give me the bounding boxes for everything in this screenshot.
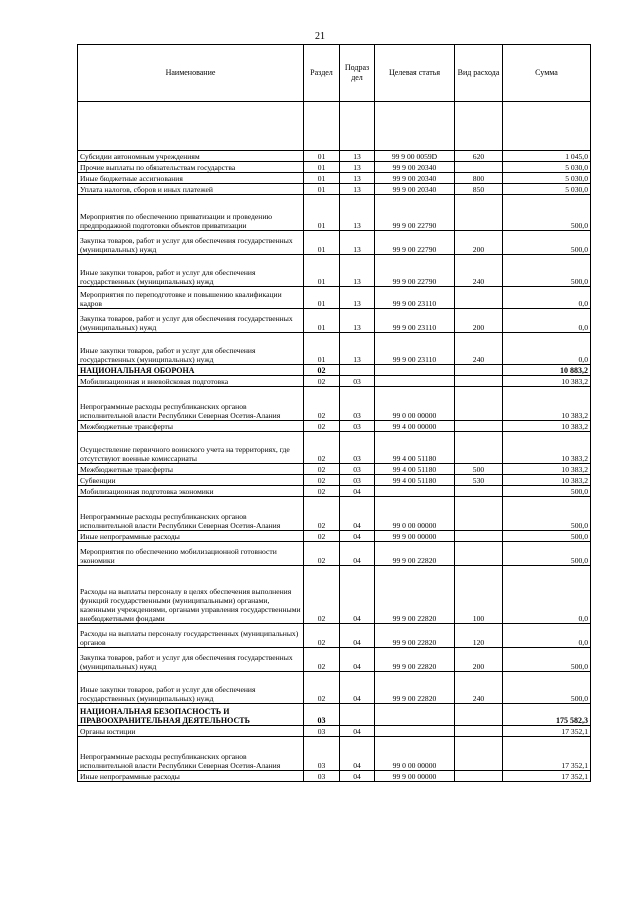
table-row bbox=[78, 542, 591, 566]
cell-name: Иные закупки товаров, работ и услуг для обеспечения государственных (муниципальных) нужд bbox=[78, 255, 304, 287]
cell-type bbox=[455, 771, 503, 782]
cell-sum: 500,0 bbox=[503, 531, 591, 542]
cell-target: 99 9 00 23110 bbox=[375, 287, 455, 309]
cell-subsection: 04 bbox=[340, 624, 375, 648]
spacer-cell bbox=[78, 102, 304, 151]
cell-name: Иные непрограммные расходы bbox=[78, 771, 304, 782]
table-row bbox=[78, 771, 591, 782]
table-row bbox=[78, 624, 591, 648]
cell-sum: 17 352,1 bbox=[503, 726, 591, 737]
table-row bbox=[78, 287, 591, 309]
cell-target: 99 9 00 20340 bbox=[375, 162, 455, 173]
table-row bbox=[78, 333, 591, 365]
cell-target bbox=[375, 726, 455, 737]
table-row bbox=[78, 432, 591, 464]
cell-type bbox=[455, 387, 503, 421]
cell-name: Иные бюджетные ассигнования bbox=[78, 173, 304, 184]
cell-target: 99 9 00 22820 bbox=[375, 542, 455, 566]
cell-type: 240 bbox=[455, 255, 503, 287]
table-row bbox=[78, 464, 591, 475]
cell-sum: 5 030,0 bbox=[503, 162, 591, 173]
cell-name: Мобилизационная подготовка экономики bbox=[78, 486, 304, 497]
spacer-cell bbox=[375, 102, 455, 151]
table-row bbox=[78, 387, 591, 421]
cell-name: Закупка товаров, работ и услуг для обеспечения государственных (муниципальных) нужд bbox=[78, 231, 304, 255]
table-row bbox=[78, 151, 591, 162]
cell-target: 99 9 00 00000 bbox=[375, 771, 455, 782]
cell-sum: 0,0 bbox=[503, 566, 591, 624]
cell-subsection: 13 bbox=[340, 173, 375, 184]
header-name: Наименование bbox=[78, 45, 304, 102]
cell-section: 02 bbox=[304, 542, 340, 566]
cell-name: Расходы на выплаты персоналу государственных (муниципальных) органов bbox=[78, 624, 304, 648]
cell-sum: 0,0 bbox=[503, 333, 591, 365]
cell-name: Иные закупки товаров, работ и услуг для обеспечения государственных (муниципальных) нужд bbox=[78, 672, 304, 704]
cell-sum: 500,0 bbox=[503, 255, 591, 287]
cell-name: Мероприятия по обеспечению приватизации и проведению предпродажной подготовки объектов приватизации bbox=[78, 195, 304, 231]
cell-target: 99 0 00 00000 bbox=[375, 497, 455, 531]
spacer-cell bbox=[304, 102, 340, 151]
cell-subsection: 04 bbox=[340, 672, 375, 704]
cell-section: 01 bbox=[304, 231, 340, 255]
cell-type bbox=[455, 497, 503, 531]
cell-sum: 5 030,0 bbox=[503, 173, 591, 184]
cell-sum: 10 383,2 bbox=[503, 432, 591, 464]
cell-type bbox=[455, 737, 503, 771]
cell-type: 240 bbox=[455, 333, 503, 365]
cell-section: 02 bbox=[304, 387, 340, 421]
cell-subsection: 03 bbox=[340, 376, 375, 387]
spacer-cell bbox=[340, 102, 375, 151]
cell-section: 02 bbox=[304, 421, 340, 432]
table-row bbox=[78, 376, 591, 387]
cell-name: Осуществление первичного воинского учета на территориях, где отсутствуют военные комиссариаты bbox=[78, 432, 304, 464]
table-row bbox=[78, 566, 591, 624]
cell-type bbox=[455, 531, 503, 542]
table-row bbox=[78, 255, 591, 287]
table-row bbox=[78, 648, 591, 672]
cell-target: 99 9 00 20340 bbox=[375, 173, 455, 184]
cell-section: 01 bbox=[304, 333, 340, 365]
cell-sum: 500,0 bbox=[503, 648, 591, 672]
cell-section: 02 bbox=[304, 464, 340, 475]
cell-target: 99 9 00 20340 bbox=[375, 184, 455, 195]
spacer-row bbox=[78, 102, 591, 151]
cell-subsection: 04 bbox=[340, 542, 375, 566]
cell-name: Непрограммные расходы республиканских органов исполнительной власти Республики Северная Осетия-Алания bbox=[78, 387, 304, 421]
cell-subsection: 13 bbox=[340, 287, 375, 309]
cell-target: 99 0 00 00000 bbox=[375, 387, 455, 421]
cell-section: 02 bbox=[304, 365, 340, 376]
header-subsection: Подраз дел bbox=[340, 45, 375, 102]
cell-sum: 0,0 bbox=[503, 287, 591, 309]
cell-target: 99 9 00 22790 bbox=[375, 195, 455, 231]
cell-subsection: 13 bbox=[340, 184, 375, 195]
page-number: 21 bbox=[315, 31, 325, 42]
table-row bbox=[78, 195, 591, 231]
cell-section: 02 bbox=[304, 497, 340, 531]
cell-subsection: 03 bbox=[340, 475, 375, 486]
cell-type bbox=[455, 432, 503, 464]
cell-section: 02 bbox=[304, 376, 340, 387]
cell-section: 02 bbox=[304, 531, 340, 542]
cell-subsection bbox=[340, 704, 375, 726]
cell-type: 500 bbox=[455, 464, 503, 475]
cell-subsection: 13 bbox=[340, 162, 375, 173]
cell-name: Прочие выплаты по обязательствам государства bbox=[78, 162, 304, 173]
cell-sum: 10 383,2 bbox=[503, 387, 591, 421]
cell-sum: 500,0 bbox=[503, 497, 591, 531]
cell-subsection bbox=[340, 365, 375, 376]
table-row bbox=[78, 162, 591, 173]
cell-subsection: 13 bbox=[340, 255, 375, 287]
cell-target: 99 0 00 00000 bbox=[375, 737, 455, 771]
table-row bbox=[78, 309, 591, 333]
cell-target: 99 4 00 00000 bbox=[375, 421, 455, 432]
table-header-row bbox=[78, 45, 591, 102]
cell-type bbox=[455, 726, 503, 737]
cell-section: 01 bbox=[304, 255, 340, 287]
cell-sum: 500,0 bbox=[503, 672, 591, 704]
cell-target: 99 9 00 00000 bbox=[375, 531, 455, 542]
cell-name: Субсидии автономным учреждениям bbox=[78, 151, 304, 162]
cell-sum: 5 030,0 bbox=[503, 184, 591, 195]
cell-section: 01 bbox=[304, 151, 340, 162]
cell-section: 01 bbox=[304, 287, 340, 309]
cell-sum: 500,0 bbox=[503, 231, 591, 255]
cell-type: 850 bbox=[455, 184, 503, 195]
table-row bbox=[78, 173, 591, 184]
cell-sum: 500,0 bbox=[503, 486, 591, 497]
cell-target: 99 9 00 23110 bbox=[375, 333, 455, 365]
table-row bbox=[78, 672, 591, 704]
header-section: Раздел bbox=[304, 45, 340, 102]
cell-name: НАЦИОНАЛЬНАЯ БЕЗОПАСНОСТЬ И ПРАВООХРАНИТЕЛЬНАЯ ДЕЯТЕЛЬНОСТЬ bbox=[78, 704, 304, 726]
cell-target: 99 9 00 23110 bbox=[375, 309, 455, 333]
cell-subsection: 04 bbox=[340, 497, 375, 531]
table-row bbox=[78, 184, 591, 195]
cell-target bbox=[375, 365, 455, 376]
cell-target bbox=[375, 376, 455, 387]
header-type: Вид расхода bbox=[455, 45, 503, 102]
cell-sum: 10 383,2 bbox=[503, 421, 591, 432]
cell-section: 02 bbox=[304, 566, 340, 624]
cell-sum: 10 883,2 bbox=[503, 365, 591, 376]
cell-type: 200 bbox=[455, 648, 503, 672]
cell-section: 01 bbox=[304, 309, 340, 333]
budget-table bbox=[77, 44, 591, 782]
cell-subsection: 04 bbox=[340, 726, 375, 737]
cell-target: 99 9 00 22820 bbox=[375, 672, 455, 704]
section-row bbox=[78, 704, 591, 726]
cell-type bbox=[455, 162, 503, 173]
table-row bbox=[78, 475, 591, 486]
cell-target: 99 9 00 22820 bbox=[375, 624, 455, 648]
header-target: Целевая статья bbox=[375, 45, 455, 102]
cell-section: 02 bbox=[304, 486, 340, 497]
spacer-cell bbox=[455, 102, 503, 151]
cell-sum: 500,0 bbox=[503, 542, 591, 566]
cell-type: 200 bbox=[455, 231, 503, 255]
cell-name: Расходы на выплаты персоналу в целях обеспечения выполнения функций государственными (муниципальными) органами, казенными учреждениями, органами управления государственными внебюджетными фондами bbox=[78, 566, 304, 624]
cell-subsection: 03 bbox=[340, 464, 375, 475]
cell-name: Мобилизационная и вневойсковая подготовка bbox=[78, 376, 304, 387]
cell-section: 01 bbox=[304, 173, 340, 184]
cell-name: НАЦИОНАЛЬНАЯ ОБОРОНА bbox=[78, 365, 304, 376]
cell-type: 530 bbox=[455, 475, 503, 486]
cell-type bbox=[455, 365, 503, 376]
cell-subsection: 04 bbox=[340, 771, 375, 782]
table-row bbox=[78, 421, 591, 432]
cell-type bbox=[455, 195, 503, 231]
cell-section: 02 bbox=[304, 648, 340, 672]
cell-target: 99 9 00 22820 bbox=[375, 648, 455, 672]
cell-section: 02 bbox=[304, 672, 340, 704]
table-row bbox=[78, 737, 591, 771]
cell-subsection: 13 bbox=[340, 309, 375, 333]
header-sum: Сумма bbox=[503, 45, 591, 102]
cell-type bbox=[455, 421, 503, 432]
cell-subsection: 03 bbox=[340, 421, 375, 432]
cell-target: 99 4 00 51180 bbox=[375, 432, 455, 464]
table-row bbox=[78, 497, 591, 531]
cell-name: Непрограммные расходы республиканских органов исполнительной власти Республики Северная Осетия-Алания bbox=[78, 497, 304, 531]
cell-section: 03 bbox=[304, 704, 340, 726]
cell-subsection: 03 bbox=[340, 387, 375, 421]
cell-section: 03 bbox=[304, 771, 340, 782]
cell-target: 99 9 00 22790 bbox=[375, 255, 455, 287]
cell-name: Межбюджетные трансферты bbox=[78, 464, 304, 475]
cell-subsection: 04 bbox=[340, 737, 375, 771]
cell-subsection: 13 bbox=[340, 333, 375, 365]
cell-target bbox=[375, 704, 455, 726]
cell-name: Мероприятия по обеспечению мобилизационной готовности экономики bbox=[78, 542, 304, 566]
cell-sum: 175 582,3 bbox=[503, 704, 591, 726]
cell-name: Иные непрограммные расходы bbox=[78, 531, 304, 542]
cell-type bbox=[455, 704, 503, 726]
cell-sum: 0,0 bbox=[503, 624, 591, 648]
cell-section: 01 bbox=[304, 162, 340, 173]
cell-type: 100 bbox=[455, 566, 503, 624]
cell-name: Межбюджетные трансферты bbox=[78, 421, 304, 432]
cell-type: 120 bbox=[455, 624, 503, 648]
cell-sum: 500,0 bbox=[503, 195, 591, 231]
cell-type: 200 bbox=[455, 309, 503, 333]
cell-sum: 1 045,0 bbox=[503, 151, 591, 162]
cell-target: 99 4 00 51180 bbox=[375, 464, 455, 475]
cell-subsection: 13 bbox=[340, 195, 375, 231]
cell-target: 99 9 00 0059D bbox=[375, 151, 455, 162]
cell-section: 03 bbox=[304, 726, 340, 737]
cell-subsection: 04 bbox=[340, 486, 375, 497]
cell-subsection: 04 bbox=[340, 648, 375, 672]
cell-subsection: 13 bbox=[340, 231, 375, 255]
cell-section: 01 bbox=[304, 195, 340, 231]
cell-type bbox=[455, 376, 503, 387]
cell-section: 02 bbox=[304, 624, 340, 648]
cell-type bbox=[455, 287, 503, 309]
cell-name: Субвенции bbox=[78, 475, 304, 486]
table-row bbox=[78, 726, 591, 737]
cell-target: 99 9 00 22820 bbox=[375, 566, 455, 624]
cell-section: 02 bbox=[304, 475, 340, 486]
cell-sum: 10 383,2 bbox=[503, 376, 591, 387]
table-row bbox=[78, 531, 591, 542]
cell-target: 99 4 00 51180 bbox=[375, 475, 455, 486]
cell-name: Уплата налогов, сборов и иных платежей bbox=[78, 184, 304, 195]
cell-section: 03 bbox=[304, 737, 340, 771]
table-row bbox=[78, 486, 591, 497]
cell-sum: 17 352,1 bbox=[503, 771, 591, 782]
cell-section: 02 bbox=[304, 432, 340, 464]
cell-name: Закупка товаров, работ и услуг для обеспечения государственных (муниципальных) нужд bbox=[78, 648, 304, 672]
cell-sum: 10 383,2 bbox=[503, 475, 591, 486]
cell-type bbox=[455, 542, 503, 566]
cell-target: 99 9 00 22790 bbox=[375, 231, 455, 255]
cell-type: 620 bbox=[455, 151, 503, 162]
cell-target bbox=[375, 486, 455, 497]
cell-name: Мероприятия по переподготовке и повышению квалификации кадров bbox=[78, 287, 304, 309]
cell-subsection: 13 bbox=[340, 151, 375, 162]
cell-sum: 10 383,2 bbox=[503, 464, 591, 475]
cell-subsection: 04 bbox=[340, 531, 375, 542]
cell-sum: 17 352,1 bbox=[503, 737, 591, 771]
section-row bbox=[78, 365, 591, 376]
cell-name: Иные закупки товаров, работ и услуг для обеспечения государственных (муниципальных) нужд bbox=[78, 333, 304, 365]
spacer-cell bbox=[503, 102, 591, 151]
cell-name: Непрограммные расходы республиканских органов исполнительной власти Республики Северная Осетия-Алания bbox=[78, 737, 304, 771]
table-row bbox=[78, 231, 591, 255]
cell-sum: 0,0 bbox=[503, 309, 591, 333]
cell-subsection: 03 bbox=[340, 432, 375, 464]
cell-subsection: 04 bbox=[340, 566, 375, 624]
cell-section: 01 bbox=[304, 184, 340, 195]
cell-name: Закупка товаров, работ и услуг для обеспечения государственных (муниципальных) нужд bbox=[78, 309, 304, 333]
cell-type: 240 bbox=[455, 672, 503, 704]
cell-name: Органы юстиции bbox=[78, 726, 304, 737]
cell-type: 800 bbox=[455, 173, 503, 184]
cell-type bbox=[455, 486, 503, 497]
